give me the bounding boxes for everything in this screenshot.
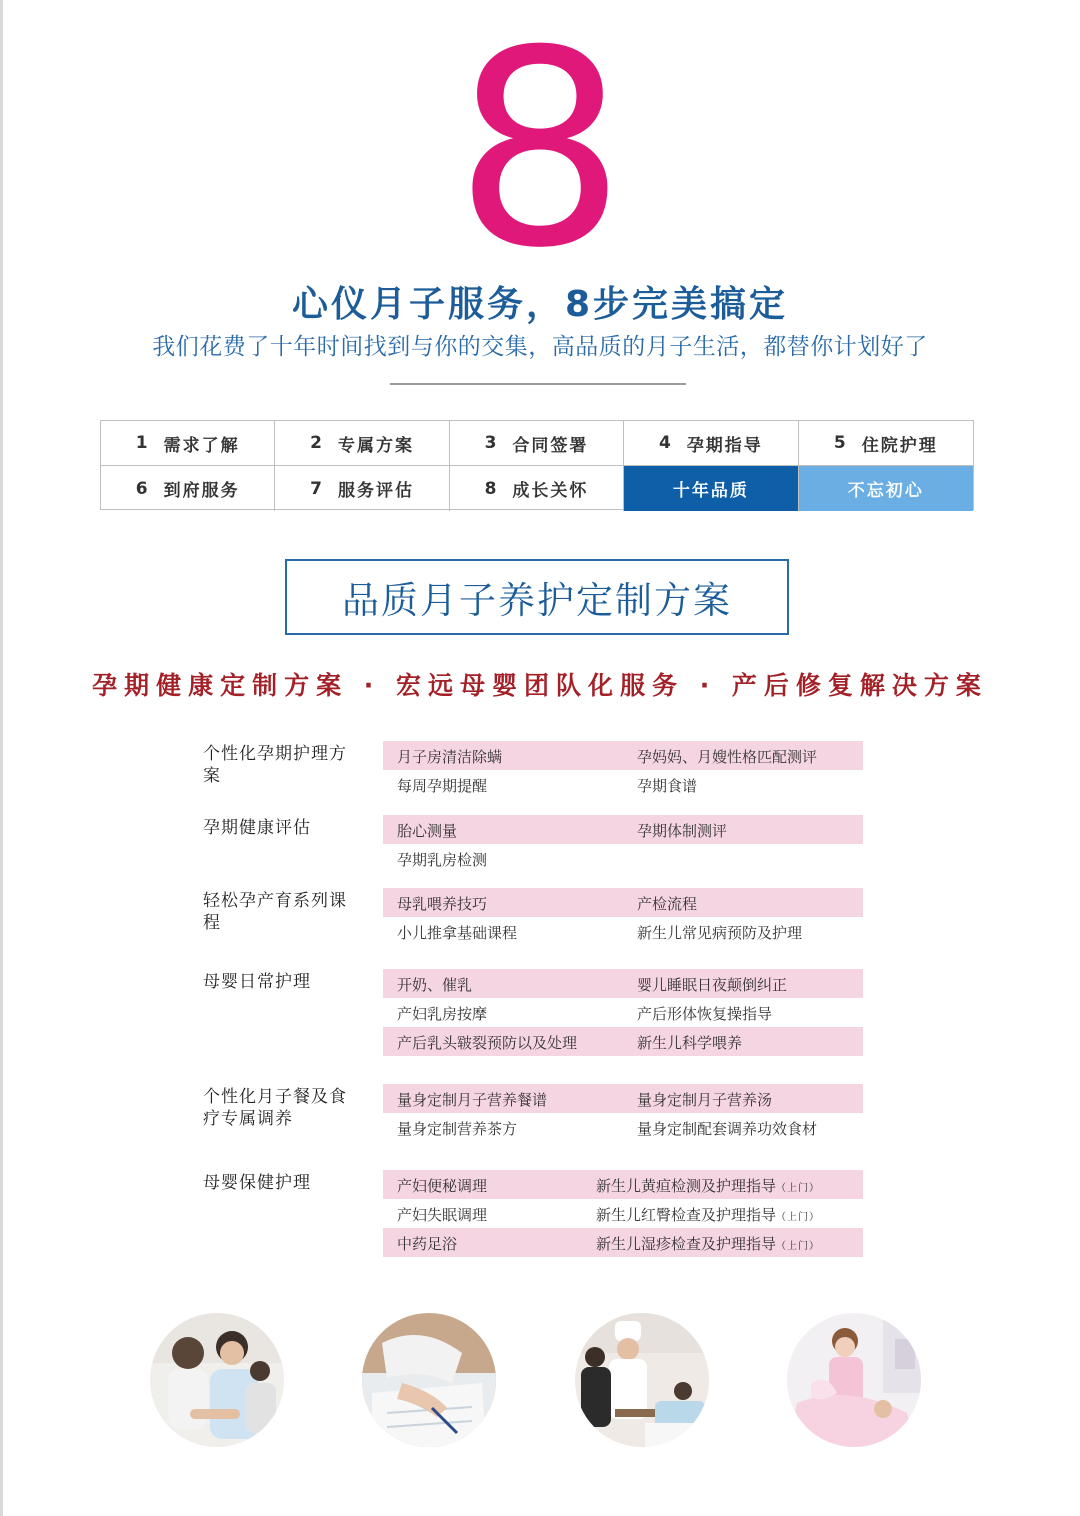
page-title: 心仪月子服务，8步完美搞定 xyxy=(291,284,789,325)
service-item xyxy=(637,974,787,995)
service-item xyxy=(637,1003,772,1024)
step-cell: 5 住院护理 xyxy=(799,421,973,466)
section-title: 个性化月子餐及食疗专属调养 xyxy=(203,1087,347,1129)
step-cell: 8 成长关怀 xyxy=(450,466,624,511)
service-item: 月子房清洁除螨 xyxy=(397,748,503,766)
step-cell: 7 服务评估 xyxy=(275,466,449,511)
service-item: 胎心测量 xyxy=(397,822,458,840)
home-visit-tag: （上门） xyxy=(776,1241,821,1252)
section-rows xyxy=(383,815,863,873)
section-title: 个性化孕期护理方案 xyxy=(203,744,347,786)
section-rows xyxy=(383,969,863,1056)
table-row xyxy=(383,1027,863,1056)
service-item xyxy=(637,1089,772,1110)
table-row xyxy=(383,1228,863,1257)
service-item-text: 新生儿湿疹检查及护理指导 xyxy=(596,1235,777,1253)
service-item: 小儿推拿基础课程 xyxy=(397,924,518,942)
table-row xyxy=(383,969,863,998)
service-item xyxy=(637,820,727,841)
service-item: 产妇便秘调理 xyxy=(397,1177,488,1195)
service-item: 母乳喂养技巧 xyxy=(397,895,488,913)
service-item xyxy=(596,1175,820,1196)
section-rows xyxy=(383,888,863,946)
service-item: 开奶、催乳 xyxy=(397,976,473,994)
service-item-text: 孕期体制测评 xyxy=(637,822,728,840)
service-item-text: 婴儿睡眠日夜颠倒纠正 xyxy=(637,976,788,994)
chef-photo xyxy=(575,1313,709,1447)
service-item xyxy=(637,746,817,767)
table-row xyxy=(383,1170,863,1199)
section-rows xyxy=(383,741,863,799)
service-item xyxy=(596,1233,820,1254)
service-item: 中药足浴 xyxy=(397,1235,458,1253)
motto-cell: 不忘初心 xyxy=(799,466,973,511)
service-item xyxy=(637,775,697,796)
service-item: 产妇失眠调理 xyxy=(397,1206,488,1224)
home-visit-tag: （上门） xyxy=(776,1212,821,1223)
service-item: 产后乳头皲裂预防以及处理 xyxy=(397,1034,578,1052)
service-item: 量身定制月子营养餐谱 xyxy=(397,1091,548,1109)
service-item xyxy=(637,893,697,914)
service-item-text: 产检流程 xyxy=(637,895,698,913)
service-item: 每周孕期提醒 xyxy=(397,777,488,795)
section-rows xyxy=(383,1170,863,1257)
section-title: 母婴保健护理 xyxy=(203,1173,311,1193)
service-item-text: 新生儿常见病预防及护理 xyxy=(637,924,803,942)
service-item: 产妇乳房按摩 xyxy=(397,1005,488,1023)
service-item-text: 产后形体恢复操指导 xyxy=(637,1005,773,1023)
page-subtitle: 我们花费了十年时间找到与你的交集，高品质的月子生活，都替你计划好了 xyxy=(152,334,928,360)
section-rows xyxy=(383,1084,863,1142)
family-photo xyxy=(150,1313,284,1447)
step-cell: 3 合同签署 xyxy=(450,421,624,466)
home-visit-tag: （上门） xyxy=(776,1183,821,1194)
table-row xyxy=(383,844,863,873)
table-row xyxy=(383,770,863,799)
step-cell: 1 需求了解 xyxy=(101,421,275,466)
service-item-text: 孕期食谱 xyxy=(637,777,698,795)
service-item xyxy=(637,922,802,943)
writing-photo xyxy=(362,1313,496,1447)
table-row xyxy=(383,815,863,844)
table-row xyxy=(383,888,863,917)
service-item-text: 孕妈妈、月嫂性格匹配测评 xyxy=(637,748,818,766)
service-item-text: 新生儿黄疸检测及护理指导 xyxy=(596,1177,777,1195)
slogan: 孕期健康定制方案 · 宏远母婴团队化服务 · 产后修复解决方案 xyxy=(92,671,988,700)
quality-cell: 十年品质 xyxy=(624,466,798,511)
step-cell: 6 到府服务 xyxy=(101,466,275,511)
service-item-text: 新生儿红臀检查及护理指导 xyxy=(596,1206,777,1224)
service-item-text: 新生儿科学喂养 xyxy=(637,1034,743,1052)
section-title: 轻松孕产育系列课程 xyxy=(203,891,347,933)
table-row xyxy=(383,998,863,1027)
table-row xyxy=(383,917,863,946)
table-row xyxy=(383,741,863,770)
table-row xyxy=(383,1113,863,1142)
service-item: 孕期乳房检测 xyxy=(397,851,488,869)
section-title: 母婴日常护理 xyxy=(203,972,311,992)
service-item xyxy=(637,1032,742,1053)
table-row xyxy=(383,1199,863,1228)
service-item xyxy=(637,1118,817,1139)
service-item-text: 量身定制月子营养汤 xyxy=(637,1091,773,1109)
hero-number: 8 xyxy=(454,0,626,307)
step-cell: 2 专属方案 xyxy=(275,421,449,466)
service-item xyxy=(596,1204,820,1225)
photo-strip xyxy=(0,1313,1080,1453)
plan-title: 品质月子养护定制方案 xyxy=(342,579,732,622)
service-item-text: 量身定制配套调养功效食材 xyxy=(637,1120,818,1138)
service-item: 量身定制营养茶方 xyxy=(397,1120,518,1138)
table-row xyxy=(383,1084,863,1113)
nurse-photo xyxy=(787,1313,921,1447)
step-cell: 4 孕期指导 xyxy=(624,421,798,466)
section-title: 孕期健康评估 xyxy=(203,818,311,838)
